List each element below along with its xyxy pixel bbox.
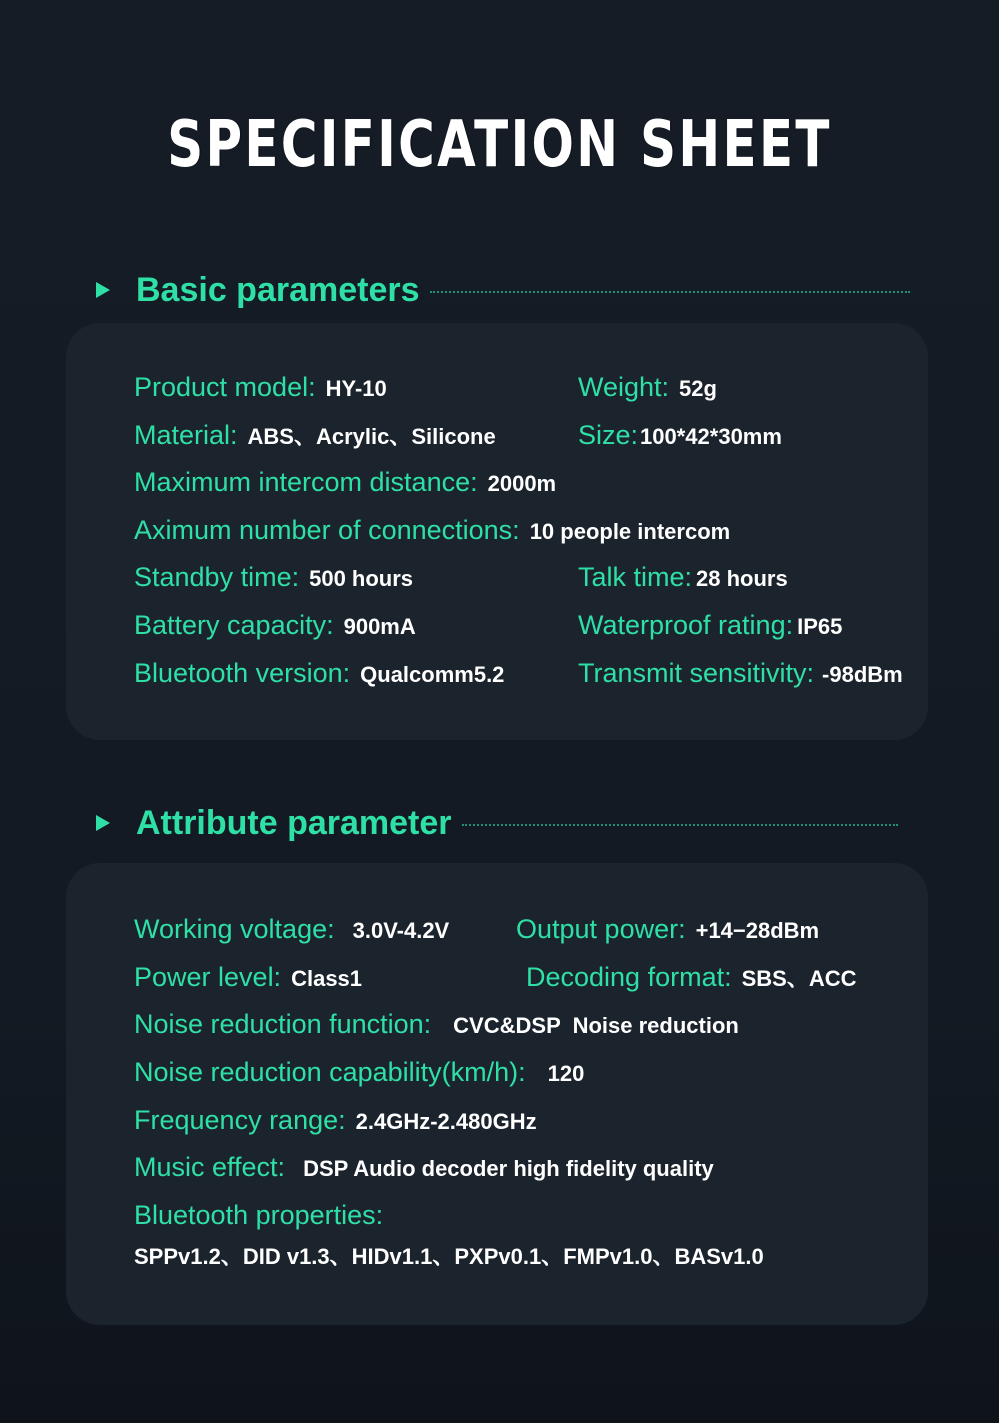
spec-output-power [516, 914, 819, 945]
spec-product-model [134, 372, 387, 403]
spec-value: 500 hours [309, 566, 414, 591]
triangle-arrow-icon [96, 815, 110, 831]
spec-music [134, 1152, 714, 1183]
spec-label: Product model: [134, 372, 316, 402]
spec-label: Bluetooth version: [134, 658, 351, 688]
spec-bluetooth-version [134, 658, 504, 689]
spec-decoding [526, 962, 857, 993]
spec-label: Working voltage: [134, 914, 335, 944]
spec-label: Standby time: [134, 562, 300, 592]
spec-label: Maximum intercom distance: [134, 467, 478, 497]
basic-section-header [92, 270, 910, 310]
triangle-arrow-icon [96, 282, 110, 298]
spec-value: 28 hours [696, 566, 788, 591]
basic-section-title: Basic parameters [136, 270, 420, 309]
spec-value: +14−28dBm [695, 918, 820, 943]
spec-value: 52g [679, 376, 717, 401]
spec-size [578, 420, 782, 451]
spec-label: Power level: [134, 962, 282, 992]
spec-label: Waterproof rating: [578, 610, 794, 640]
spec-value: DSP Audio decoder high fidelity quality [303, 1156, 714, 1181]
spec-value: 10 people intercom [529, 519, 731, 544]
spec-value: IP65 [797, 614, 843, 639]
spec-sensitivity [578, 658, 903, 689]
spec-power-level [134, 962, 362, 993]
spec-label: Noise reduction capability(km/h): [134, 1057, 526, 1087]
spec-intercom-distance [134, 467, 556, 498]
spec-value: SPPv1.2、DID v1.3、HIDv1.1、PXPv0.1、FMPv1.0、BASv1.0 [134, 1244, 764, 1269]
spec-connections [134, 515, 730, 546]
spec-value: 120 [547, 1061, 585, 1086]
attribute-section-header [92, 803, 898, 843]
spec-value: SBS、ACC [741, 966, 857, 991]
spec-label: Material: [134, 420, 238, 450]
spec-noise-function [134, 1009, 739, 1040]
spec-standby [134, 562, 413, 593]
spec-value: CVC&DSP Noise reduction [453, 1013, 739, 1038]
spec-label: Talk time: [578, 562, 693, 592]
spec-weight [578, 372, 717, 403]
spec-waterproof [578, 610, 842, 641]
spec-label: Frequency range: [134, 1105, 346, 1135]
spec-label: Output power: [516, 914, 686, 944]
spec-label: Music effect: [134, 1152, 286, 1182]
spec-value: 3.0V-4.2V [352, 918, 450, 943]
spec-noise-capability [134, 1057, 584, 1088]
spec-voltage [134, 914, 449, 945]
spec-value: 2000m [487, 471, 557, 496]
spec-label: Aximum number of connections: [134, 515, 520, 545]
page-title: SPECIFICATION SHEET [167, 108, 832, 182]
spec-value: Qualcomm5.2 [360, 662, 505, 687]
spec-value: 900mA [343, 614, 416, 639]
spec-value: HY-10 [325, 376, 387, 401]
spec-value: ABS、Acrylic、Silicone [247, 424, 496, 449]
spec-label: Bluetooth properties: [134, 1200, 384, 1230]
dotted-divider [430, 291, 910, 293]
spec-material [134, 420, 496, 451]
attribute-section-title: Attribute parameter [136, 803, 452, 842]
spec-battery [134, 610, 416, 641]
spec-label: Size: [578, 420, 639, 450]
spec-label: Decoding format: [526, 962, 732, 992]
spec-value: -98dBm [822, 662, 903, 687]
spec-value: 2.4GHz-2.480GHz [355, 1109, 537, 1134]
spec-value: 100*42*30mm [640, 424, 782, 449]
spec-bt-properties-label-row [134, 1200, 383, 1231]
spec-label: Battery capacity: [134, 610, 334, 640]
spec-frequency [134, 1105, 537, 1136]
spec-label: Transmit sensitivity: [578, 658, 815, 688]
spec-value: Class1 [291, 966, 363, 991]
spec-bt-properties-value-row [134, 1240, 764, 1271]
spec-label: Weight: [578, 372, 670, 402]
spec-talk [578, 562, 788, 593]
spec-label: Noise reduction function: [134, 1009, 432, 1039]
dotted-divider [462, 824, 898, 826]
